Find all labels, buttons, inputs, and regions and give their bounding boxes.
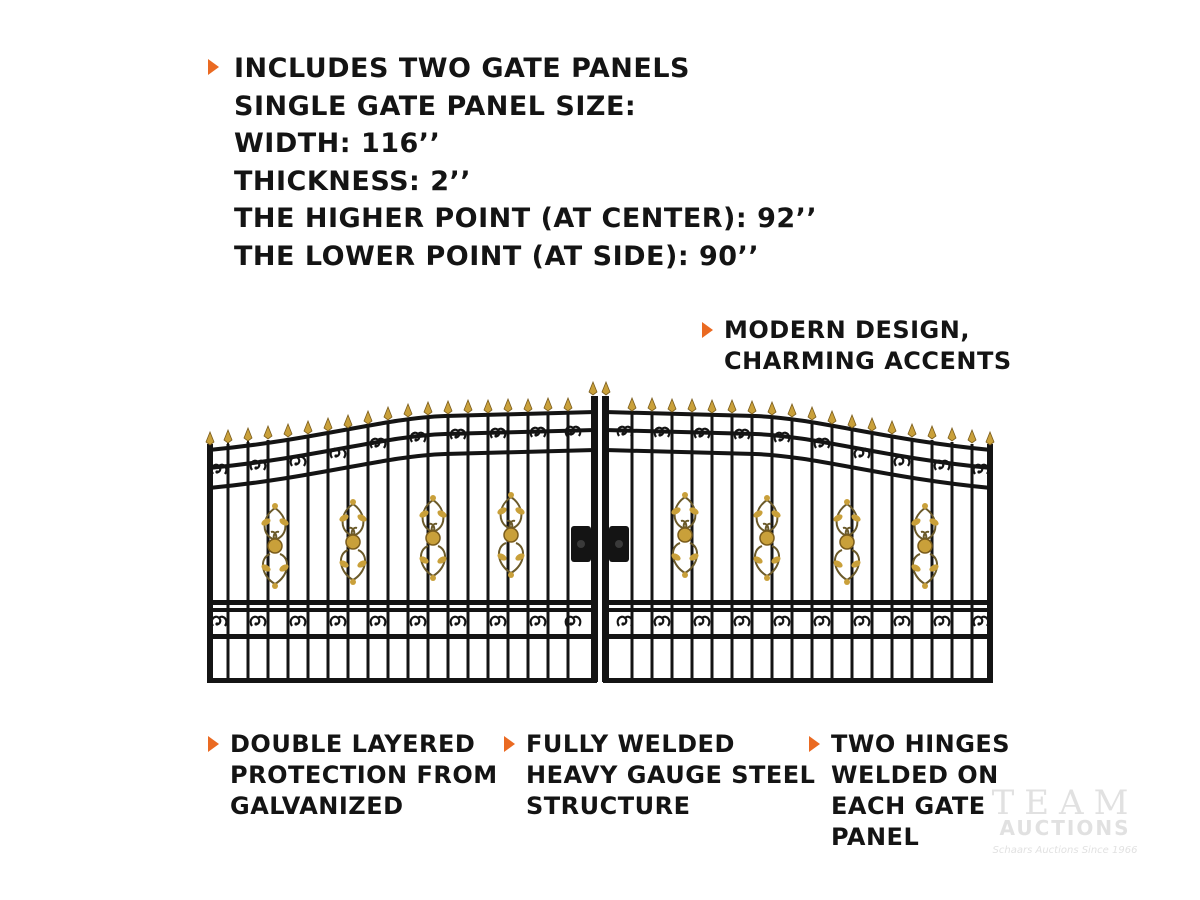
feature-double-layered <box>208 729 498 822</box>
spec-line <box>208 163 817 201</box>
feature-text: PROTECTION FROM <box>230 761 498 789</box>
team-auctions-watermark <box>990 785 1140 857</box>
left-gate-panel <box>206 382 598 683</box>
orange-triangle-bullet-icon <box>809 736 820 752</box>
feature-two-hinges <box>809 729 1010 853</box>
spec-text: WIDTH: 116’’ <box>234 128 441 159</box>
watermark-sub: AUCTIONS <box>999 816 1131 840</box>
watermark-logo: TEAM <box>991 783 1139 823</box>
feature-fully-welded <box>504 729 815 822</box>
spec-text: THE HIGHER POINT (AT CENTER): 92’’ <box>234 203 818 234</box>
spec-line <box>208 200 817 238</box>
orange-triangle-bullet-icon <box>702 322 713 338</box>
spec-text: SINGLE GATE PANEL SIZE: <box>234 90 637 122</box>
spec-line <box>208 125 817 163</box>
feature-text: FULLY WELDED <box>526 730 735 758</box>
feature-text: TWO HINGES <box>831 730 1011 758</box>
watermark-tagline: Schaars Auctions Since 1966 <box>992 845 1138 856</box>
spec-text: THICKNESS: 2’’ <box>234 165 472 197</box>
right-gate-panel <box>602 382 994 683</box>
feature-text: EACH GATE <box>831 792 986 820</box>
feature-text: HEAVY GAUGE STEEL <box>526 761 816 789</box>
feature-text: CHARMING ACCENTS <box>724 347 1012 375</box>
feature-text: GALVANIZED <box>230 792 404 820</box>
feature-modern-design <box>702 315 1012 377</box>
feature-text: MODERN DESIGN, <box>724 316 970 344</box>
spec-text: INCLUDES TWO GATE PANELS <box>234 53 690 84</box>
feature-text: WELDED ON <box>831 761 999 789</box>
feature-text: DOUBLE LAYERED <box>230 730 476 758</box>
wrought-iron-double-gate-image <box>195 378 1005 688</box>
orange-triangle-bullet-icon <box>208 59 219 75</box>
gate-size-specifications <box>208 50 817 275</box>
spec-line <box>208 238 817 276</box>
spec-text: THE LOWER POINT (AT SIDE): 90’’ <box>234 240 760 272</box>
gate-latch <box>571 526 629 562</box>
feature-text: STRUCTURE <box>526 792 691 820</box>
feature-text: PANEL <box>831 823 920 851</box>
orange-triangle-bullet-icon <box>504 736 515 752</box>
orange-triangle-bullet-icon <box>208 736 219 752</box>
spec-line <box>208 50 817 88</box>
spec-line <box>208 88 817 126</box>
